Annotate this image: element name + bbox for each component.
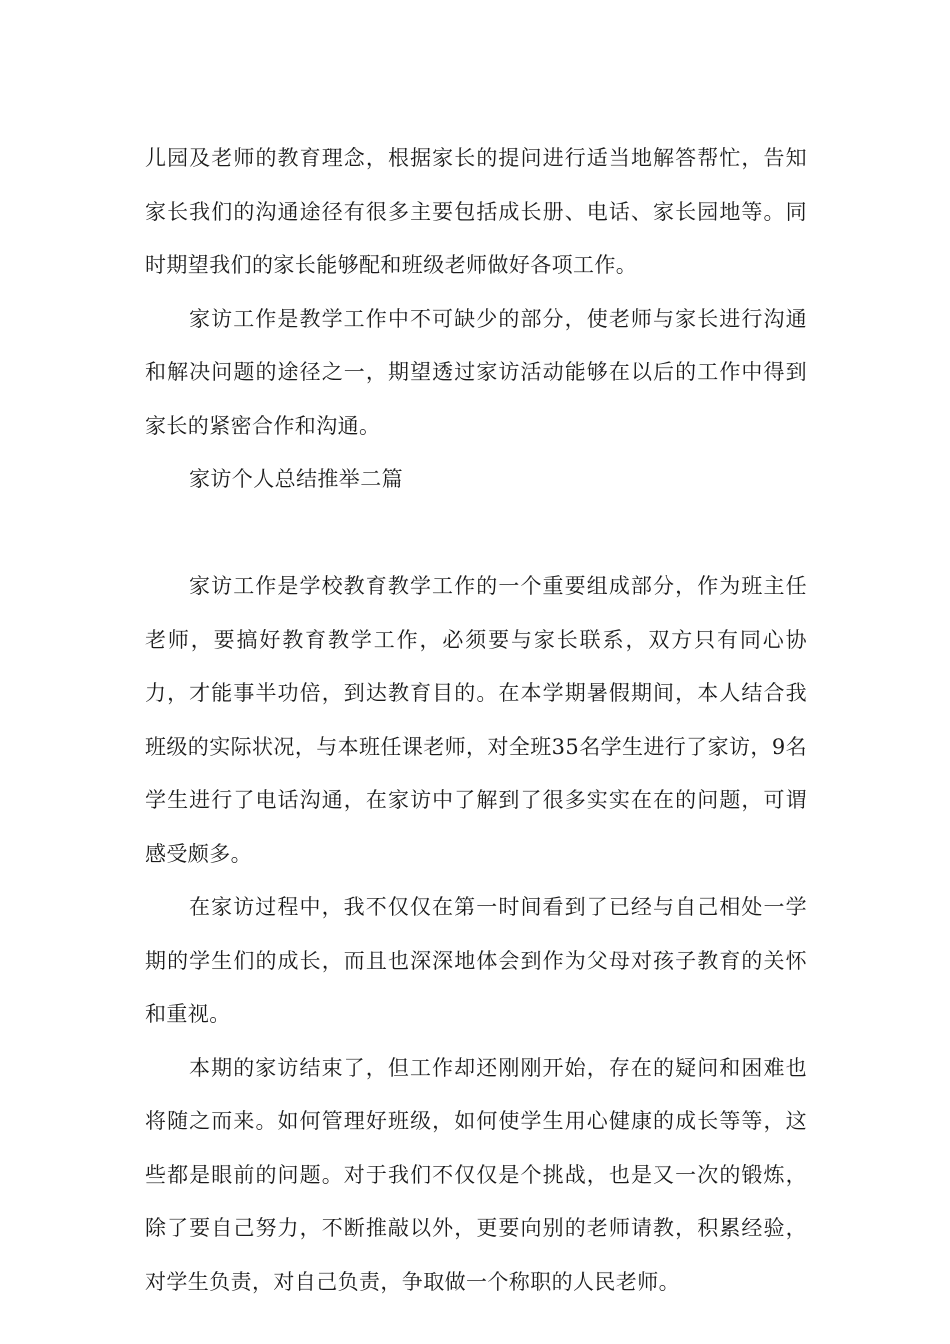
paragraph-home-visit-overview: 家访工作是学校教育教学工作的一个重要组成部分，作为班主任老师，要搞好教育教学工作，必须要与家长联系，双方只有同心协力，才能事半功倍，到达教育目的。在本学期暑假期间，本人结合我班级的实际状况，与本班任课老师，对全班35名学生进行了家访，9名学生进行了电话沟通，在家访中了解到了很多实实在在的问题，可谓感受颇多。: [145, 574, 807, 866]
paragraph-continuation: 儿园及老师的教育理念，根据家长的提问进行适当地解答帮忙，告知家长我们的沟通途径有很多主要包括成长册、电话、家长园地等。同时期望我们的家长能够配和班级老师做好各项工作。: [145, 146, 807, 277]
document-body: [145, 132, 807, 1309]
paragraph-conclusion: 本期的家访结束了，但工作却还刚刚开始，存在的疑问和困难也将随之而来。如何管理好班级，如何使学生用心健康的成长等等，这些都是眼前的问题。对于我们不仅仅是个挑战，也是又一次的锻炼，除了要自己努力，不断推敲以外，更要向别的老师请教，积累经验，对学生负责，对自己负责，争取做一个称职的人民老师。: [145, 1055, 807, 1294]
blank-line: [145, 507, 807, 561]
paragraph-home-visit-importance: 家访工作是教学工作中不可缺少的部分，使老师与家长进行沟通和解决问题的途径之一，期望透过家访活动能够在以后的工作中得到家长的紧密合作和沟通。: [145, 306, 807, 438]
paragraph-home-visit-process: 在家访过程中，我不仅仅在第一时间看到了已经与自己相处一学期的学生们的成长，而且也深深地体会到作为父母对孩子教育的关怀和重视。: [145, 895, 807, 1026]
section-heading: 家访个人总结推举二篇: [189, 467, 403, 491]
